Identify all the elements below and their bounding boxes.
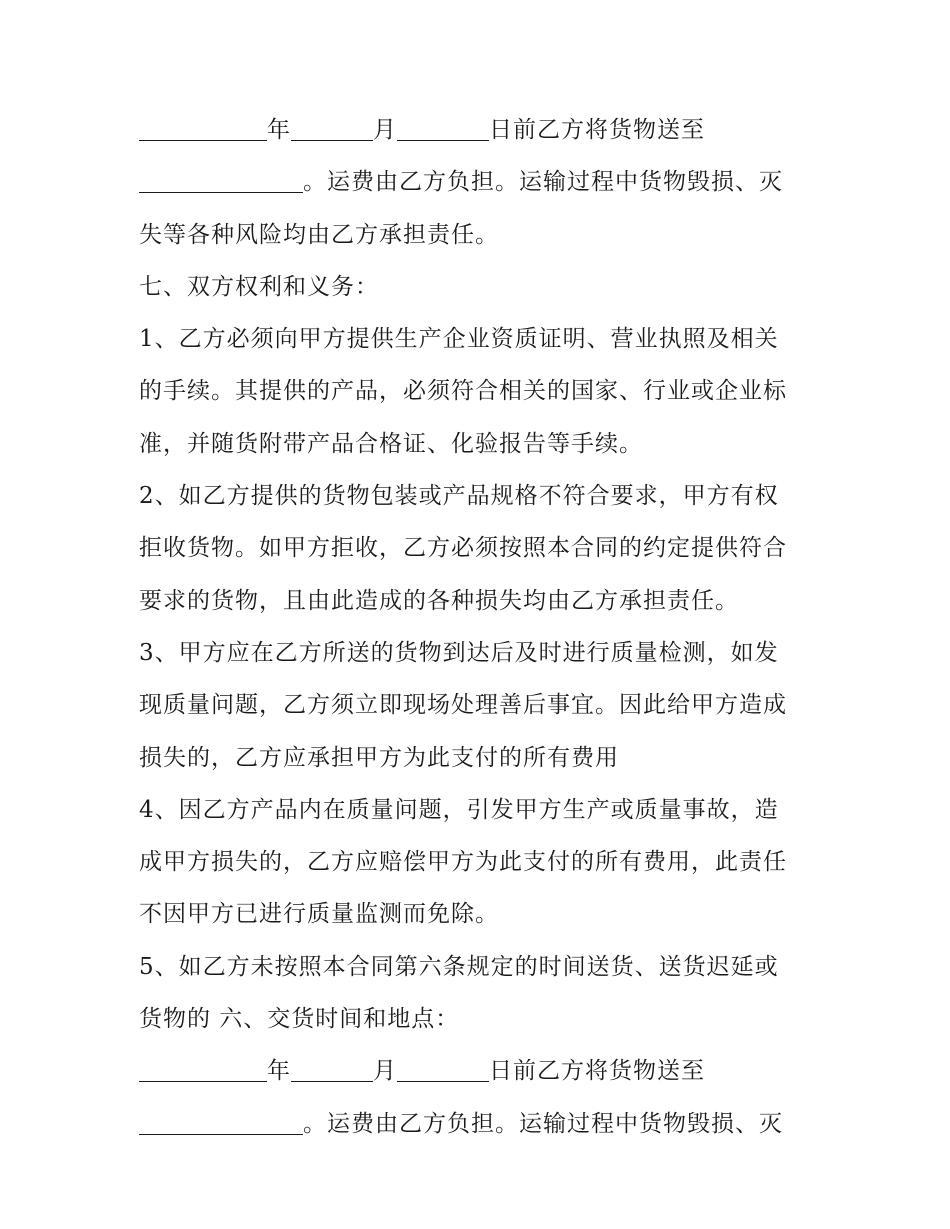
paragraph-line: 不因甲方已进行质量监测而免除。: [139, 901, 499, 928]
contract-text: [139, 108, 829, 1154]
paragraph-line: 5、如乙方未按照本合同第六条规定的时间送货、送货迟延或: [139, 953, 779, 980]
paragraph-line: 货物的 六、交货时间和地点：: [139, 1006, 460, 1033]
paragraph-line: 1、乙方必须向甲方提供生产企业资质证明、营业执照及相关: [139, 326, 779, 353]
day-blank: [397, 112, 489, 141]
year-label: 年: [267, 1058, 291, 1085]
day-blank: [397, 1053, 489, 1082]
paragraph-line: 4、因乙方产品内在质量问题，引发甲方生产或质量事故，造: [139, 796, 779, 823]
paragraph-line: 要求的货物，且由此造成的各种损失均由乙方承担责任。: [139, 587, 739, 614]
month-blank: [291, 1053, 373, 1082]
paragraph-line: 2、如乙方提供的货物包装或产品规格不符合要求，甲方有权: [139, 483, 779, 510]
paragraph-line: 3、甲方应在乙方所送的货物到达后及时进行质量检测，如发: [139, 639, 779, 666]
year-label: 年: [267, 117, 291, 143]
paragraph-line: 损失的，乙方应承担甲方为此支付的所有费用: [139, 744, 619, 771]
paragraph-line: 拒收货物。如甲方拒收，乙方必须按照本合同的约定提供符合: [139, 535, 787, 562]
paragraph-line: 现质量问题，乙方须立即现场处理善后事宜。因此给甲方造成: [139, 692, 787, 719]
month-blank: [291, 112, 373, 141]
risk-line: 失等各种风险均由乙方承担责任。: [139, 221, 499, 248]
day-suffix: 日前乙方将货物送至: [489, 117, 705, 143]
place-blank: [139, 1106, 303, 1135]
year-blank: [139, 1053, 267, 1082]
delivery-date-line-repeat: [139, 1049, 829, 1101]
paragraph-line: 成甲方损失的，乙方应赔偿甲方为此支付的所有费用，此责任: [139, 849, 787, 876]
freight-text: 。运费由乙方负担。运输过程中货物毁损、灭: [303, 169, 783, 196]
paragraph-line: 准，并随货附带产品合格证、化验报告等手续。: [139, 430, 643, 457]
month-label: 月: [373, 1058, 397, 1085]
day-suffix: 日前乙方将货物送至: [489, 1058, 705, 1085]
delivery-date-line: [139, 108, 829, 160]
month-label: 月: [373, 117, 397, 143]
delivery-place-line-repeat: [139, 1102, 829, 1154]
freight-text: 。运费由乙方负担。运输过程中货物毁损、灭: [303, 1110, 783, 1137]
delivery-place-line: [139, 160, 829, 212]
section-seven-heading: 七、双方权利和义务：: [139, 273, 379, 300]
place-blank: [139, 164, 303, 193]
paragraph-line: 的手续。其提供的产品，必须符合相关的国家、行业或企业标: [139, 378, 787, 405]
year-blank: [139, 112, 267, 141]
